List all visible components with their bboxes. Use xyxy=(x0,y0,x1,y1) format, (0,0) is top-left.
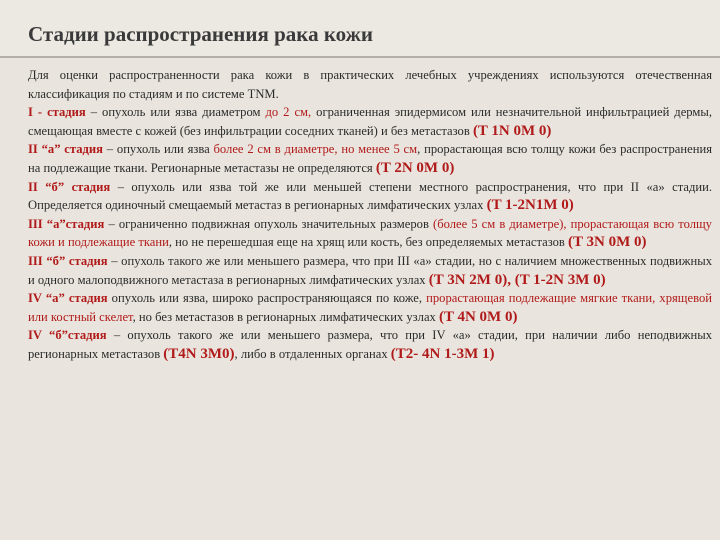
stage-highlight: (более 5 см в диаметре), прорастающая всю толщу кожи и подлежащие ткани xyxy=(28,216,712,250)
stage-highlight: прорастающая подлежащие мягкие ткани, хрящевой или костный скелет xyxy=(28,291,712,324)
title-divider xyxy=(0,56,720,58)
stage-text: – опухоль или язва диаметром xyxy=(85,105,266,120)
stage-text: ограниченная эпидермисом или незначительной инфильтрацией дермы, смещающая вместе с кожей (без инфильтрации соседних тканей) и без метастазов xyxy=(28,105,712,138)
stage-highlight: до 2 см, xyxy=(265,105,312,120)
stage-label: IV “б”стадия xyxy=(28,328,107,343)
tnm-code: (T 1N 0M 0) xyxy=(472,122,552,139)
stage-3b-paragraph xyxy=(28,252,712,289)
tnm-code: (T 4N 0M 0) xyxy=(438,308,518,325)
stage-label: III “а”стадия xyxy=(28,216,105,231)
stage-3a-paragraph xyxy=(28,215,712,252)
stage-label: II “б” стадия xyxy=(28,179,111,194)
stage-text: , но не перешедшая еще на хрящ или кость, без определяемых метастазов xyxy=(168,235,569,250)
tnm-code: (T 3N 0M 0) xyxy=(568,234,647,251)
tnm-code: (T 1-2N1M 0) xyxy=(486,197,574,214)
stage-highlight: более 2 см в диаметре, но менее 5 см xyxy=(213,142,418,157)
title-bar xyxy=(0,0,720,58)
stage-label: I - стадия xyxy=(28,105,86,120)
stage-2a-paragraph xyxy=(28,140,712,177)
stage-text: – опухоль такого же или меньшего размера, что при III «а» стадии, но с наличием множественных подвижных и одного малоподвижного метастаза в регионарных лимфатических узлах xyxy=(28,253,712,287)
stage-text: , либо в отдаленных органах xyxy=(234,346,391,361)
stage-2b-paragraph xyxy=(28,178,712,215)
page-title: Стадии распространения рака кожи xyxy=(28,22,373,46)
intro-paragraph: Для оценки распространенности рака кожи в практических лечебных учреждениях используются отечественная классификация по стадиям и по системе TNM. xyxy=(28,68,712,101)
stage-4b-paragraph xyxy=(28,326,712,363)
tnm-code: (T2- 4N 1-3M 1) xyxy=(390,345,495,362)
stage-text: – ограниченно подвижная опухоль значительных размеров xyxy=(104,216,433,231)
stage-label: II “а” стадия xyxy=(28,142,103,157)
stage-text: , но без метастазов в регионарных лимфатических узлах xyxy=(132,309,439,324)
stage-text: – опухоль такого же или меньшего размера, что при IV «а» стадии, при наличии либо неподвижных регионарных метастазов xyxy=(28,328,713,361)
stage-text: опухоль или язва, широко распространяющаяся по коже, xyxy=(107,291,427,306)
stage-text: – опухоль или язва той же или меньшей степени местного распространения, что при II «а» стадии. Определяется одиночный смещаемый метастаз в регионарных лимфатических узлах xyxy=(28,179,712,213)
stage-1-paragraph xyxy=(28,103,712,140)
stage-text: – опухоль или язва xyxy=(102,142,214,157)
tnm-code: (T 2N 0M 0) xyxy=(375,159,455,176)
tnm-code: (T 3N 2M 0), (T 1-2N 3M 0) xyxy=(428,271,606,288)
stage-4a-paragraph xyxy=(28,289,712,326)
tnm-code: (T4N 3M0) xyxy=(163,345,235,362)
stage-text: , прорастающая всю толщу кожи без распространения на подлежащие ткани. Регионарные метастазы не определяются xyxy=(28,142,712,175)
content-body xyxy=(28,66,712,364)
stage-label: III “б” стадия xyxy=(28,253,108,268)
stage-label: IV “а” стадия xyxy=(28,291,108,306)
